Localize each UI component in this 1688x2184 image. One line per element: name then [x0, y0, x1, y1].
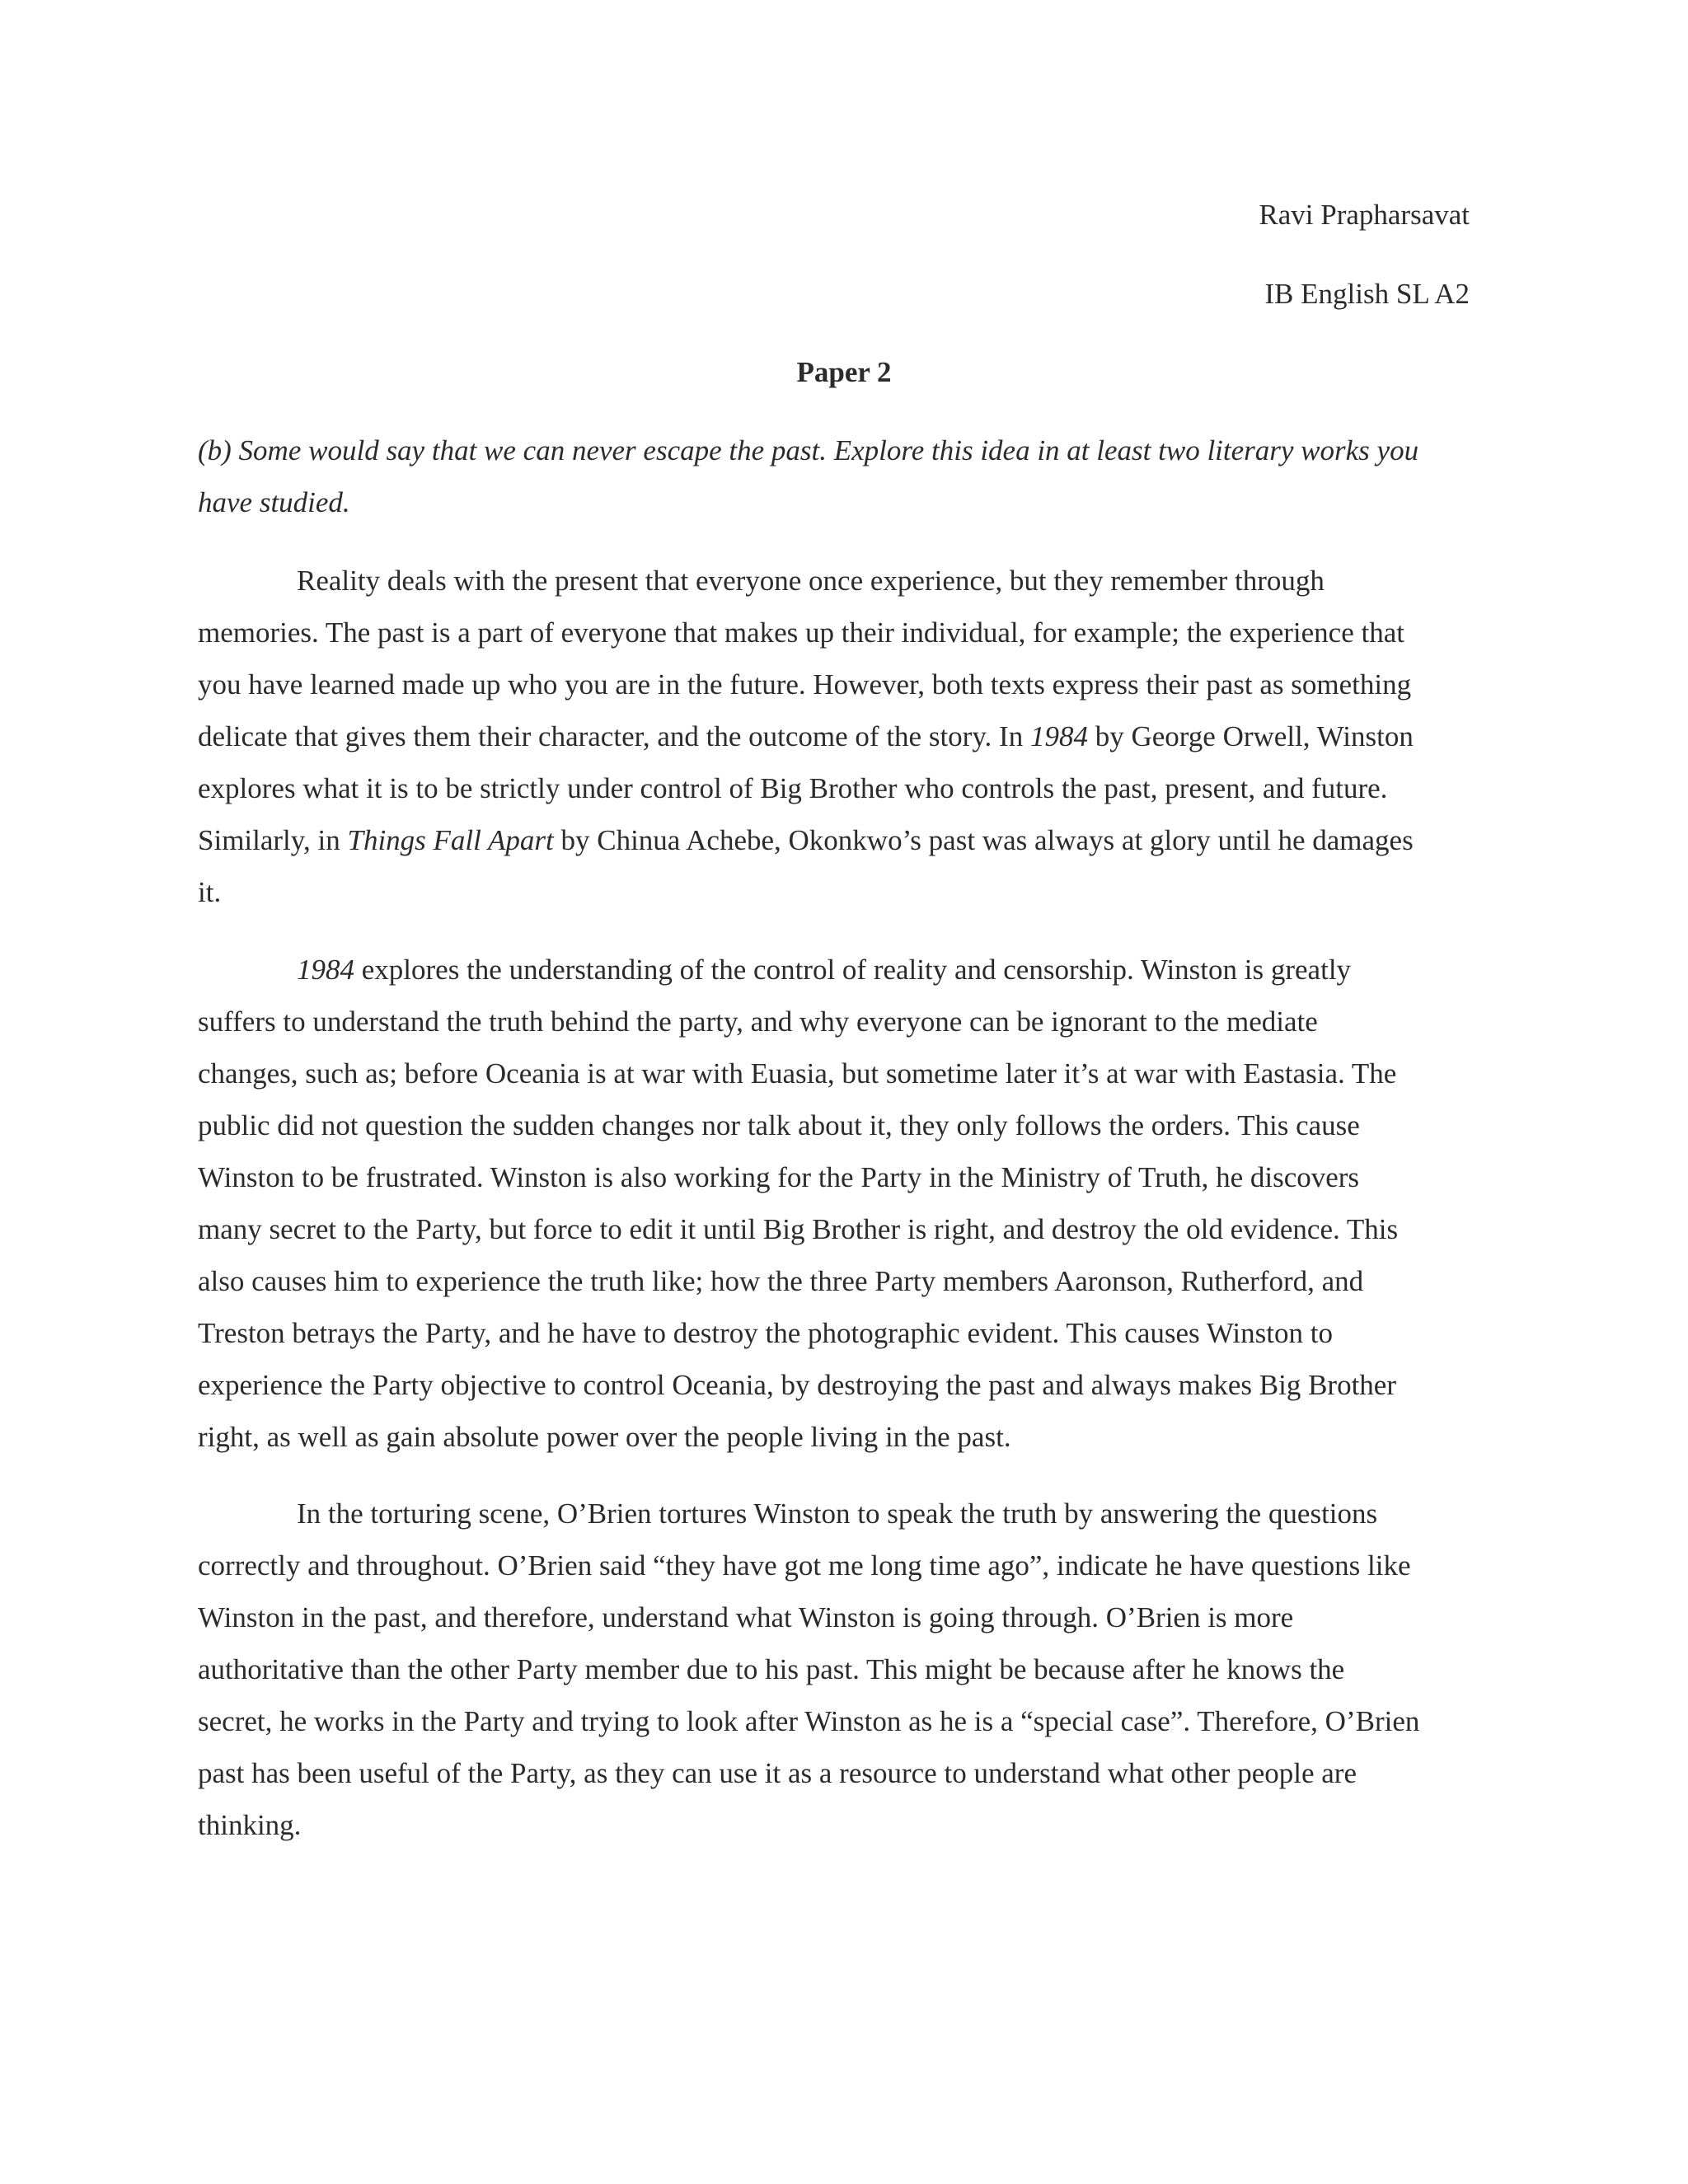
text-run: delicate that gives them their character, and the outcome of the story. In: [198, 720, 1030, 752]
paragraph-1984-analysis: [198, 944, 1484, 1463]
paragraph-line: Treston betrays the Party, and he have to destroy the photographic evident. This causes Winston to: [198, 1317, 1333, 1349]
book-title-1984: 1984: [297, 954, 354, 986]
text-run: Similarly, in: [198, 824, 348, 856]
book-title-things-fall-apart: Things Fall Apart: [347, 824, 554, 856]
paragraph-line: memories. The past is a part of everyone that makes up their individual, for example; the experience that: [198, 616, 1404, 649]
paragraph-line: right, as well as gain absolute power over the people living in the past.: [198, 1421, 1011, 1453]
paragraph-introduction: [198, 555, 1484, 918]
text-run: explores the understanding of the control of reality and censorship. Winston is greatly: [354, 954, 1352, 986]
essay-prompt: [198, 424, 1484, 528]
paragraph-line: [198, 710, 1484, 762]
paragraph-line: Winston to be frustrated. Winston is also working for the Party in the Ministry of Truth, he discovers: [198, 1161, 1360, 1193]
paragraph-line: In the torturing scene, O’Brien tortures Winston to speak the truth by answering the questions: [297, 1497, 1378, 1530]
paragraph-line: secret, he works in the Party and trying to look after Winston as he is a “special case”. Therefore, O’Brien: [198, 1705, 1420, 1737]
paragraph-line: public did not question the sudden changes nor talk about it, they only follows the orders. This cause: [198, 1109, 1360, 1141]
paragraph-line: Reality deals with the present that everyone once experience, but they remember through: [297, 565, 1325, 597]
paragraph-line: correctly and throughout. O’Brien said “they have got me long time ago”, indicate he have questions like: [198, 1549, 1411, 1582]
paragraph-torture-scene: [198, 1488, 1484, 1851]
paragraph-line: [198, 944, 1484, 996]
paragraph-line: explores what it is to be strictly under control of Big Brother who controls the past, present, and future.: [198, 772, 1388, 804]
paragraph-line: Winston in the past, and therefore, understand what Winston is going through. O’Brien is more: [198, 1601, 1294, 1633]
paragraph-line: you have learned made up who you are in the future. However, both texts express their past as something: [198, 668, 1412, 701]
prompt-line: (b) Some would say that we can never escape the past. Explore this idea in at least two literary works you: [198, 434, 1419, 466]
text-run: by George Orwell, Winston: [1087, 720, 1414, 752]
author-name: Ravi Prapharsavat: [1259, 199, 1470, 231]
paragraph-line: many secret to the Party, but force to edit it until Big Brother is right, and destroy the old evidence. This: [198, 1213, 1399, 1245]
paragraph-line: authoritative than the other Party member due to his past. This might be because after he knows the: [198, 1653, 1345, 1685]
paragraph-line: also causes him to experience the truth like; how the three Party members Aaronson, Rutherford, and: [198, 1265, 1364, 1297]
paragraph-line: changes, such as; before Oceania is at war with Euasia, but sometime later it’s at war with Eastasia. The: [198, 1057, 1397, 1090]
paragraph-line: it.: [198, 876, 222, 908]
paragraph-line: [198, 814, 1484, 866]
text-run: by Chinua Achebe, Okonkwo’s past was always at glory until he damages: [553, 824, 1414, 856]
book-title-1984: 1984: [1029, 720, 1088, 752]
paragraph-line: thinking.: [198, 1809, 302, 1841]
paragraph-line: suffers to understand the truth behind the party, and why everyone can be ignorant to the mediate: [198, 1005, 1318, 1038]
course-name: IB English SL A2: [1264, 278, 1470, 310]
prompt-line: have studied.: [198, 486, 350, 518]
paragraph-line: past has been useful of the Party, as they can use it as a resource to understand what other people are: [198, 1757, 1357, 1789]
paragraph-line: experience the Party objective to control Oceania, by destroying the past and always makes Big Brother: [198, 1369, 1396, 1401]
paper-title: Paper 2: [796, 356, 892, 388]
